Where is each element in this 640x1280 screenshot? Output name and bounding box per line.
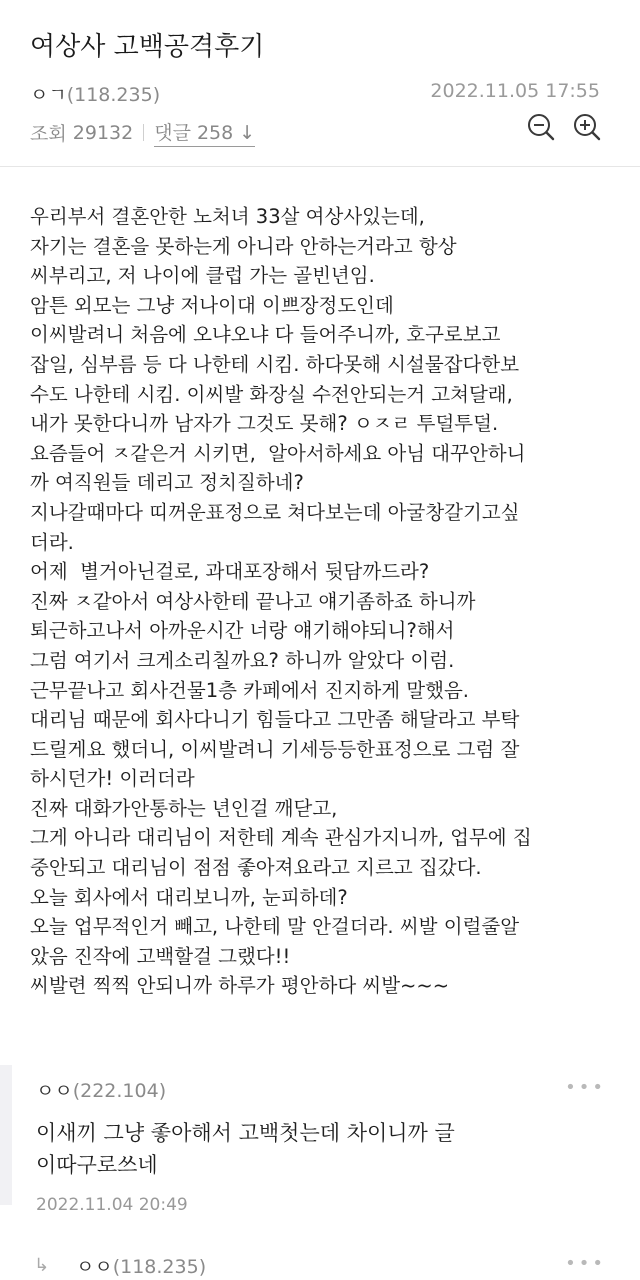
author-ip: (118.235) — [66, 84, 161, 106]
comment-author-ip: (222.104) — [72, 1080, 167, 1102]
author-name: ㅇㄱ — [30, 84, 67, 106]
reply-author[interactable] — [76, 1252, 206, 1279]
comment-rail — [0, 1065, 12, 1205]
post-header — [0, 0, 640, 167]
post-date: 2022.11.05 17:55 — [430, 80, 600, 102]
comment-item — [36, 1076, 606, 1215]
arrow-down-icon: ↓ — [239, 122, 256, 144]
reply-author-name: ㅇㅇ — [76, 1256, 113, 1278]
post-stats — [30, 118, 255, 147]
more-options-icon[interactable]: ••• — [565, 1077, 606, 1098]
post-author[interactable] — [30, 80, 160, 107]
comment-count-link[interactable]: 댓글 258 ↓ — [154, 118, 255, 147]
reply-more-options-icon[interactable]: ••• — [565, 1253, 606, 1274]
comment-text: 이새끼 그냥 좋아해서 고백첫는데 차이니까 글 이따구로쓰네 — [36, 1121, 455, 1177]
zoom-out-icon[interactable] — [526, 112, 556, 142]
reply-author-ip: (118.235) — [112, 1256, 207, 1278]
post-title: 여상사 고백공격후기 — [30, 32, 265, 62]
post-body: 우리부서 결혼안한 노처녀 33살 여상사있는데, 자기는 결혼을 못하는게 아니라 안하는거라고 항상 씨부리고, 저 나이에 클럽 가는 골빈년임. 암튼 외모는 그냥 저나이대 이쁘장정도인데 이씨발려니 처음에 오냐오냐 다 들어주니까, 호구로보고 잡일, 심부름 등 다 나한테 시킴. 하다못해 시설물잡다한보 수도 나한테 시킴. 이씨발 화장실 수전안되는거 고쳐달래, 내가 못한다니까 남자가 그것도 못해? ㅇㅈㄹ 투덜투덜. 요즘들어 ㅈ같은거 시키면, 알아서하세요 아님 대꾸안하니 까 여직원들 데리고 정치질하네? 지나갈때마다 띠꺼운표정으로 쳐다보는데 아굴창갈기고싶 더라. 어제 별거아닌걸로, 과대포장해서 뒷담까드라? 진짜 ㅈ같아서 여상사한테 끝나고 얘기좀하죠 하니까 퇴근하고나서 아까운시간 너랑 얘기해야되니?해서 그럼 여기서 크게소리칠까요? 하니까 알았다 이럼. 근무끝나고 회사건물1층 카페에서 진지하게 말했음. 대리님 때문에 회사다니기 힘들다고 그만좀 해달라고 부탁 드릴게요 했더니, 이씨발려니 기세등등한표정으로 그럼 잘 하시던가! 이러더라 진짜 대화가안통하는 년인걸 깨닫고, 그게 아니라 대리님이 저한테 계속 관심가지니까, 업무에 집 중안되고 대리님이 점점 좋아져요라고 지르고 집갔다. 오늘 회사에서 대리보니까, 눈피하데? 오늘 업무적인거 빼고, 나한테 말 안걸더라. 씨발 이럴줄알 았음 진작에 고백할걸 그랬다!! 씨발련 찍찍 안되니까 하루가 평안하다 씨발~~~ — [30, 205, 532, 998]
reply-arrow-icon: ↳ — [34, 1255, 50, 1276]
comment-author[interactable] — [36, 1076, 606, 1103]
zoom-in-icon[interactable] — [572, 112, 602, 142]
stats-divider — [143, 124, 144, 141]
views-label: 조회 — [30, 123, 67, 145]
comment-date: 2022.11.04 20:49 — [36, 1195, 188, 1215]
view-count: 29132 — [72, 121, 134, 144]
comment-author-name: ㅇㅇ — [36, 1080, 73, 1102]
